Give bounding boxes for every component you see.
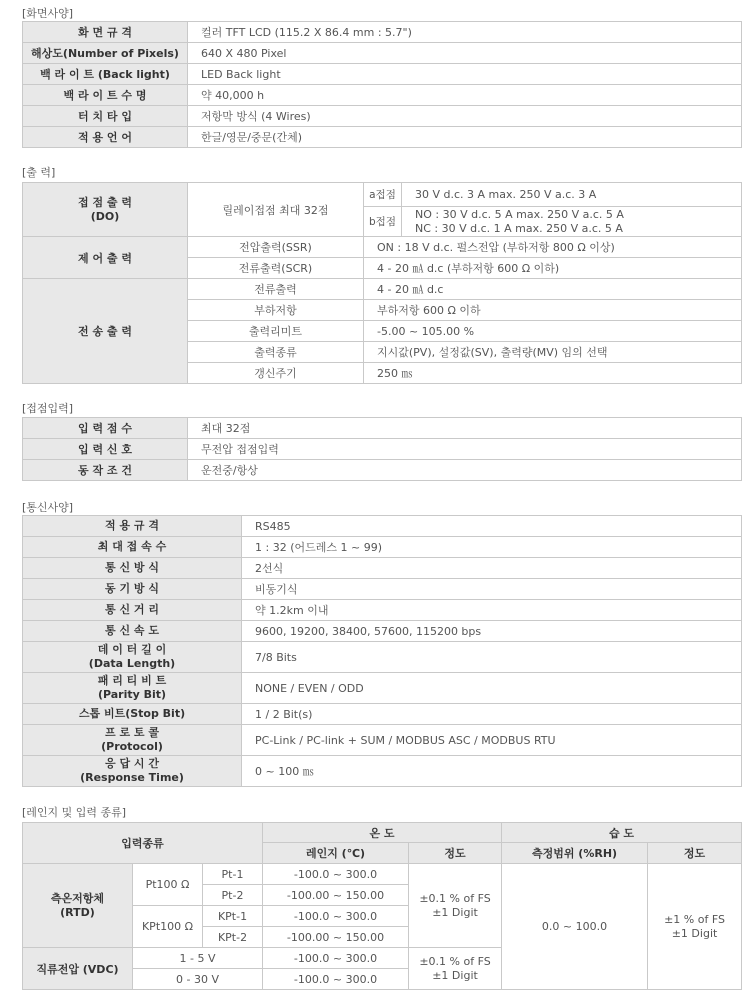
table-row (23, 418, 742, 439)
table-row (23, 22, 742, 43)
table-row (23, 127, 742, 148)
input-label: 동 작 조 건 (23, 460, 188, 481)
comm-label: 통 신 거 리 (23, 600, 242, 621)
table-row (23, 237, 742, 258)
sensor-range: -100.0 ~ 300.0 (263, 906, 409, 927)
input-label: 입 력 점 수 (23, 418, 188, 439)
trans-item-value: 부하저항 600 Ω 이하 (364, 300, 742, 321)
comm-label-line1: 응 답 시 간 (105, 757, 159, 770)
sensor-name: Pt-1 (203, 864, 263, 885)
comm-value: PC-Link / PC-link + SUM / MODBUS ASC / MODBUS RTU (242, 725, 742, 756)
spec-value: LED Back light (188, 64, 742, 85)
vdc-accuracy-line2: ±1 Digit (432, 968, 478, 982)
table-row (23, 537, 742, 558)
table-row (23, 64, 742, 85)
spec-value: 약 40,000 h (188, 85, 742, 106)
trans-item-label: 출력리미트 (188, 321, 364, 342)
vdc-input-name: 1 - 5 V (133, 948, 263, 969)
comm-label-line1: 프 로 토 콜 (105, 726, 159, 739)
rtd-label-line1: 측온저항체 (50, 891, 105, 905)
comm-label: 적 용 규 격 (23, 516, 242, 537)
trans-item-label: 전류출력 (188, 279, 364, 300)
vdc-range: -100.0 ~ 300.0 (263, 969, 409, 990)
do-label (23, 183, 188, 237)
comm-label-line2: (Data Length) (88, 657, 176, 670)
input-value: 운전중/항상 (188, 460, 742, 481)
input-value: 무전압 접점입력 (188, 439, 742, 460)
sensor-range: -100.0 ~ 300.0 (263, 864, 409, 885)
rtd-accuracy-line1: ±0.1 % of FS (419, 891, 491, 905)
spec-label: 백 라 이 트 수 명 (23, 85, 188, 106)
accuracy-column-header: 정도 (409, 843, 502, 864)
sensor-name: KPt-2 (203, 927, 263, 948)
spec-label: 화 면 규 격 (23, 22, 188, 43)
table-row (23, 43, 742, 64)
spec-value: 저항막 방식 (4 Wires) (188, 106, 742, 127)
comm-label (23, 725, 242, 756)
trans-item-label: 갱신주기 (188, 363, 364, 384)
ssr-label: 전압출력(SSR) (188, 237, 364, 258)
a-contact-spec: 30 V d.c. 3 A max. 250 V a.c. 3 A (402, 183, 742, 207)
comm-label (23, 673, 242, 704)
trans-item-value: -5.00 ~ 105.00 % (364, 321, 742, 342)
measure-range-column-header: 측정범위 (%RH) (502, 843, 648, 864)
input-label: 입 력 신 호 (23, 439, 188, 460)
do-label-line2: (DO) (90, 209, 120, 223)
table-row (23, 756, 742, 787)
table-row (23, 85, 742, 106)
table-row (23, 106, 742, 127)
spec-value: 한글/영문/중문(간체) (188, 127, 742, 148)
kpt100-label: KPt100 Ω (133, 906, 203, 948)
trans-item-value: 4 - 20 ㎃ d.c (364, 279, 742, 300)
table-row (23, 823, 742, 843)
ssr-value: ON : 18 V d.c. 펄스전압 (부하저항 800 Ω 이상) (364, 237, 742, 258)
comm-value: 2선식 (242, 558, 742, 579)
vdc-input-name: 0 - 30 V (133, 969, 263, 990)
display-section-title: [화면사양] (22, 7, 74, 20)
vdc-accuracy-line1: ±0.1 % of FS (419, 954, 491, 968)
humidity-header: 습 도 (502, 823, 742, 843)
range-section-title: [레인지 및 입력 종류] (22, 806, 127, 819)
scr-label: 전류출력(SCR) (188, 258, 364, 279)
comm-spec-table (22, 515, 742, 787)
sensor-name: Pt-2 (203, 885, 263, 906)
comm-value: 비동기식 (242, 579, 742, 600)
sensor-name: KPt-1 (203, 906, 263, 927)
vdc-label: 직류전압 (VDC) (23, 948, 133, 990)
humidity-accuracy-column-header: 정도 (648, 843, 742, 864)
table-row (23, 279, 742, 300)
table-row (23, 183, 742, 207)
b-contact-label: b접점 (364, 207, 402, 237)
table-row (23, 579, 742, 600)
table-row (23, 516, 742, 537)
table-row (23, 725, 742, 756)
b-spec-nc: NC : 30 V d.c. 1 A max. 250 V a.c. 5 A (415, 221, 623, 235)
input-type-header: 입력종류 (23, 823, 263, 864)
spec-label: 백 라 이 트 (Back light) (23, 64, 188, 85)
table-row (23, 621, 742, 642)
comm-label: 최 대 접 속 수 (23, 537, 242, 558)
relay-contact: 릴레이접점 최대 32점 (188, 183, 364, 237)
input-value: 최대 32점 (188, 418, 742, 439)
comm-label-line2: (Response Time) (80, 771, 184, 784)
contact-input-table (22, 417, 742, 481)
humidity-range: 0.0 ~ 100.0 (502, 864, 648, 990)
comm-value: 1 / 2 Bit(s) (242, 704, 742, 725)
output-section-title: [출 력] (22, 166, 56, 179)
comm-label-line1: 데 이 터 길 이 (97, 643, 167, 656)
comm-value: 약 1.2km 이내 (242, 600, 742, 621)
rtd-label-line2: (RTD) (60, 905, 95, 919)
a-contact-label: a접점 (364, 183, 402, 207)
humidity-accuracy-line2: ±1 Digit (671, 926, 718, 940)
vdc-range: -100.0 ~ 300.0 (263, 948, 409, 969)
comm-value: 0 ~ 100 ㎳ (242, 756, 742, 787)
trans-item-label: 부하저항 (188, 300, 364, 321)
temperature-header: 온 도 (263, 823, 502, 843)
humidity-accuracy (648, 864, 742, 990)
comm-label-line2: (Protocol) (101, 740, 163, 753)
table-row (23, 600, 742, 621)
spec-label: 터 치 타 입 (23, 106, 188, 127)
comm-label: 통 신 방 식 (23, 558, 242, 579)
do-label-line1: 접 점 출 력 (78, 195, 132, 209)
output-spec-table (22, 182, 742, 384)
table-row (23, 704, 742, 725)
display-spec-table (22, 21, 742, 148)
comm-value: 7/8 Bits (242, 642, 742, 673)
trans-item-value: 지시값(PV), 설정값(SV), 출력량(MV) 임의 선택 (364, 342, 742, 363)
b-spec-no: NO : 30 V d.c. 5 A max. 250 V a.c. 5 A (415, 207, 624, 221)
vdc-accuracy (409, 948, 502, 990)
comm-value: 9600, 19200, 38400, 57600, 115200 bps (242, 621, 742, 642)
table-row (23, 460, 742, 481)
comm-value: 1 : 32 (어드레스 1 ~ 99) (242, 537, 742, 558)
comm-value: RS485 (242, 516, 742, 537)
comm-label-line2: (Parity Bit) (97, 688, 167, 701)
scr-value: 4 - 20 ㎃ d.c (부하저항 600 Ω 이하) (364, 258, 742, 279)
comm-label: 동 기 방 식 (23, 579, 242, 600)
trans-item-label: 출력종류 (188, 342, 364, 363)
spec-label: 해상도(Number of Pixels) (23, 43, 188, 64)
table-row (23, 558, 742, 579)
contact-input-section-title: [접점입력] (22, 402, 74, 415)
comm-label-line1: 패 리 티 비 트 (97, 674, 167, 687)
table-row (23, 673, 742, 704)
sensor-range: -100.00 ~ 150.00 (263, 927, 409, 948)
rtd-accuracy (409, 864, 502, 948)
range-column-header: 레인지 (℃) (263, 843, 409, 864)
table-row (23, 864, 742, 885)
b-contact-spec (402, 207, 742, 237)
range-table (22, 822, 742, 990)
trans-item-value: 250 ㎳ (364, 363, 742, 384)
sensor-range: -100.00 ~ 150.00 (263, 885, 409, 906)
spec-label: 적 용 언 어 (23, 127, 188, 148)
comm-label (23, 642, 242, 673)
spec-value: 컬러 TFT LCD (115.2 X 86.4 mm : 5.7") (188, 22, 742, 43)
spec-value: 640 X 480 Pixel (188, 43, 742, 64)
comm-section-title: [통신사양] (22, 501, 74, 514)
rtd-accuracy-line2: ±1 Digit (432, 905, 478, 919)
table-row (23, 439, 742, 460)
transmission-output-label: 전 송 출 력 (23, 279, 188, 384)
rtd-label (23, 864, 133, 948)
control-output-label: 제 어 출 력 (23, 237, 188, 279)
comm-value: NONE / EVEN / ODD (242, 673, 742, 704)
comm-label: 스톱 비트(Stop Bit) (23, 704, 242, 725)
pt100-label: Pt100 Ω (133, 864, 203, 906)
table-row (23, 642, 742, 673)
comm-label: 통 신 속 도 (23, 621, 242, 642)
humidity-accuracy-line1: ±1 % of FS (664, 912, 725, 926)
comm-label (23, 756, 242, 787)
